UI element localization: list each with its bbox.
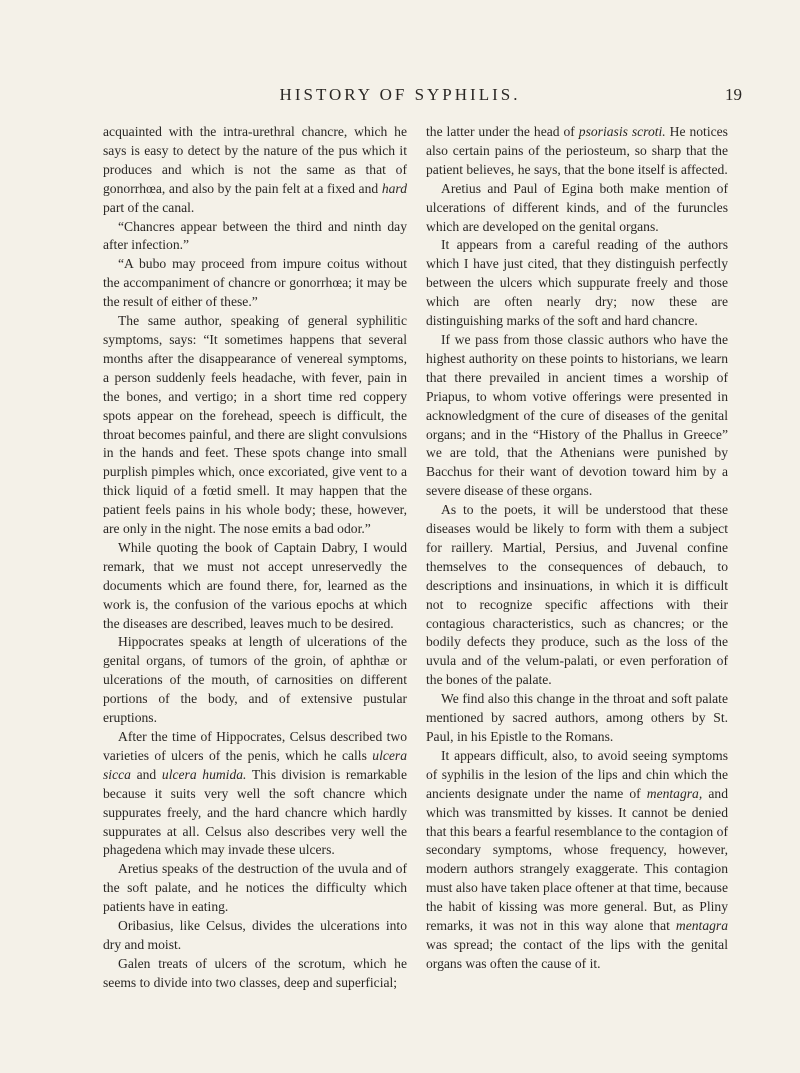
paragraph: Hippocrates speaks at length of ulcerations of the genital organs, of tumors of the groin, of aphthæ or ulcerations of the mouth, of carnosities on different portions of the body, and of extensive pustular eruptions. [103,634,407,726]
paragraph: It appears from a careful reading of the authors which I have just cited, that they distinguish perfectly between the ulcers which suppurate freely and those which are often nearly dry; now these are distinguishing marks of the soft and hard chancre. [426,237,728,329]
paragraph: Aretius speaks of the destruction of the uvula and of the soft palate, and he notices the difficulty which patients have in eating. [103,861,407,915]
paragraph: acquainted with the intra-urethral chancre, which he says is easy to detect by the nature of the pus which it produces and which is not the same as that of gonorrhœa, and also by the pain felt at a fixed and hard part of the canal. [103,124,407,215]
paragraph: If we pass from those classic authors who have the highest authority on these points to historians, we learn that there prevailed in ancient times a worship of Priapus, to whom votive offerings were presented in acknowledgment of the cure of diseases of the genital organs; and in the “History of the Phallus in Greece” we are told, that the Athenians were punished by Bacchus for their want of devotion toward him by a severe disease of these organs. [426,331,728,499]
right-column [426,123,728,974]
paragraph: Aretius and Paul of Egina both make mention of ulcerations of different kinds, and of the furuncles which are developed on the genital organs. [426,180,728,234]
paragraph: We find also this change in the throat and soft palate mentioned by sacred authors, among others by St. Paul, in his Epistle to the Romans. [426,691,728,744]
left-column [103,123,407,993]
running-head [0,85,800,109]
paragraph: As to the poets, it will be understood that these diseases would be likely to form with them a subject for raillery. Martial, Persius, and Juvenal confine themselves to the consequences of debauch, to descriptions and insinuations, in which it is difficult not to recognize specific affections with their contagious characteristics, such as chancres; or the bodily defects they produce, such as the loss of the uvula and of the velum-palati, or even perforation of the bones of the palate. [426,502,728,688]
paragraph: While quoting the book of Captain Dabry, I would remark, that we must not accept unreservedly the documents which are found there, for, learned as the work is, the confusion of the various epochs at which the diseases are described, leaves much to be desired. [103,539,407,631]
running-title: HISTORY OF SYPHILIS. [279,85,521,104]
paragraph: the latter under the head of psoriasis scroti. He notices also certain pains of the periosteum, so sharp that the patient believes, he says, that the bone itself is affected. [426,124,728,177]
paragraph: It appears difficult, also, to avoid seeing symptoms of syphilis in the lesion of the lips and chin which the ancients designate under the name of mentagra, and which was transmitted by kisses. It cannot be denied that this bears a fearful resemblance to the contagion of secondary symptoms, whose frequency, however, modern authors strangely exaggerate. This contagion must also have taken place oftener at that time, because the habit of kissing was more general. But, as Pliny remarks, it was not in this way alone that mentagra was spread; the contact of the lips with the genital organs was often the cause of it. [426,747,728,971]
paragraph: “A bubo may proceed from impure coitus without the accompaniment of chancre or gonorrhœa; it may be the result of either of these.” [103,256,407,310]
paragraph: Oribasius, like Celsus, divides the ulcerations into dry and moist. [103,918,407,952]
page-number: 19 [725,85,742,104]
paragraph: “Chancres appear between the third and ninth day after infection.” [103,218,407,253]
paragraph: Galen treats of ulcers of the scrotum, which he seems to divide into two classes, deep and superficial; [103,955,407,990]
paragraph: After the time of Hippocrates, Celsus described two varieties of ulcers of the penis, which he calls ulcera sicca and ulcera humida. This division is remarkable because it suits very well the soft chancre which suppurates freely, and the hard chancre which hardly suppurates at all. Celsus also describes very well the phagedena which may invade these ulcers. [103,729,407,858]
paragraph: The same author, speaking of general syphilitic symptoms, says: “It sometimes happens that several months after the disappearance of venereal symptoms, a person suddenly feels headache, with fever, pain in the bones, and vertigo; in a short time red coppery spots appear on the forehead, speech is difficult, the throat becomes painful, and there are slight convulsions in the hands and feet. These spots change into small purplish pimples which, once excoriated, give vent to a thick liquid of a fœtid smell. It may happen that the patient feels pains in his whole body; these, however, are only in the night. The nose emits a bad odor.” [103,313,407,537]
